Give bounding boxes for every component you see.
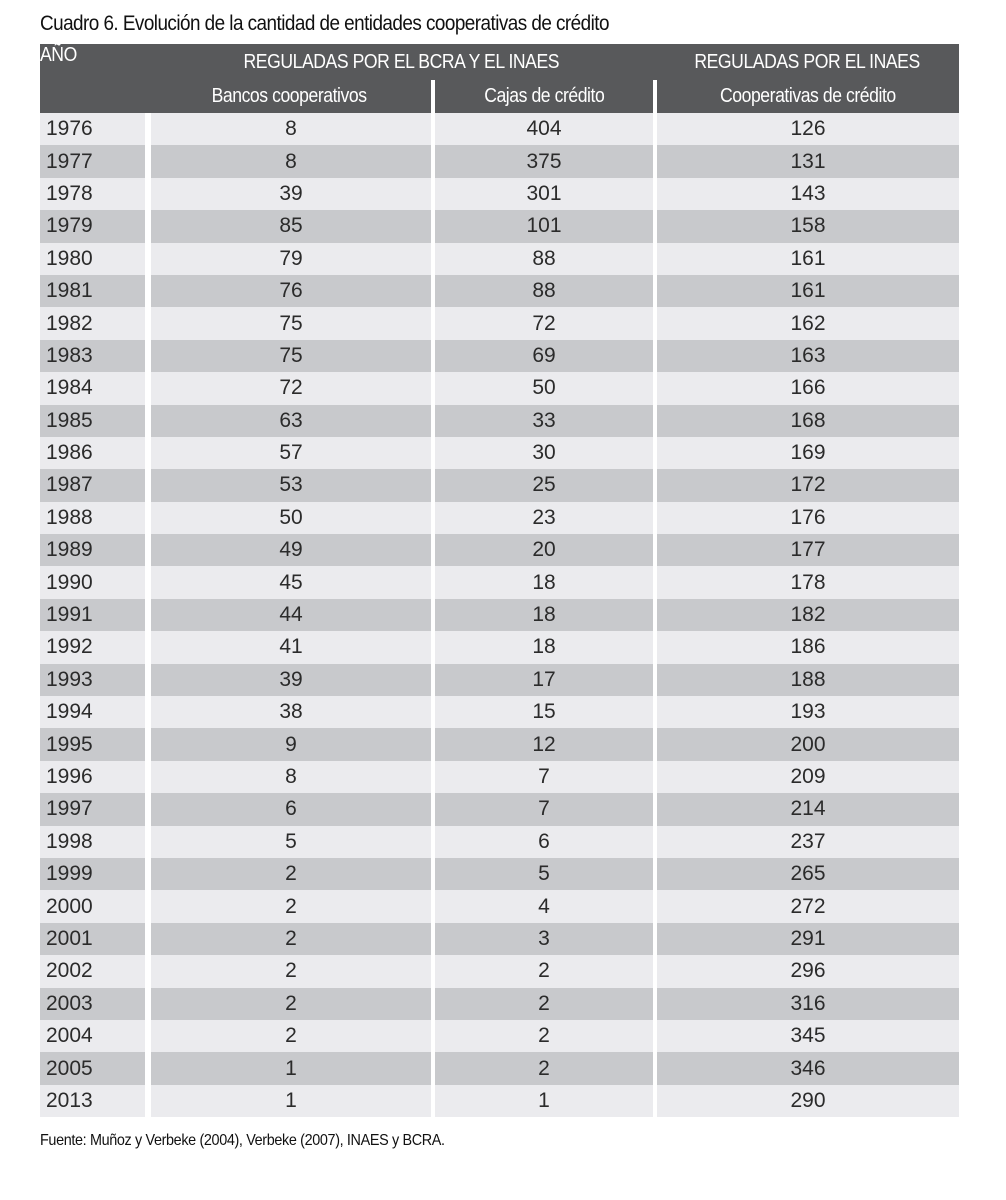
cell-cajas: 2 [433,988,655,1020]
cell-cajas: 375 [433,145,655,177]
cell-year: 1978 [40,178,148,210]
table-row [40,340,959,372]
cell-year: 1990 [40,566,148,598]
table-body [40,113,959,1117]
cell-cooperativas: 182 [655,599,959,631]
cell-cooperativas: 237 [655,826,959,858]
cell-cajas: 7 [433,793,655,825]
cell-bancos: 1 [148,1085,433,1117]
cell-year: 1989 [40,534,148,566]
table-row [40,631,959,663]
cell-year: 1977 [40,145,148,177]
cell-year: 1993 [40,664,148,696]
table-row [40,210,959,242]
table-row [40,728,959,760]
cell-cajas: 18 [433,599,655,631]
cell-bancos: 2 [148,858,433,890]
cell-bancos: 49 [148,534,433,566]
group-header-inaes [655,44,959,80]
cell-bancos: 6 [148,793,433,825]
cell-cooperativas: 214 [655,793,959,825]
cell-cooperativas: 172 [655,469,959,501]
cell-cooperativas: 131 [655,145,959,177]
cell-bancos: 2 [148,988,433,1020]
cell-bancos: 72 [148,372,433,404]
cell-cooperativas: 345 [655,1020,959,1052]
cooperative-entities-table [40,44,959,1117]
cell-cajas: 2 [433,1052,655,1084]
cell-bancos: 2 [148,890,433,922]
cell-year: 1983 [40,340,148,372]
column-header-cooperativas-label: Cooperativas de crédito [720,85,896,107]
cell-cajas: 30 [433,437,655,469]
cell-year: 1994 [40,696,148,728]
cell-cooperativas: 265 [655,858,959,890]
cell-cajas: 101 [433,210,655,242]
table-row [40,858,959,890]
cell-bancos: 41 [148,631,433,663]
table-title: Cuadro 6. Evolución de la cantidad de entidades cooperativas de crédito [40,12,609,35]
cell-cooperativas: 193 [655,696,959,728]
group-header-bcra-inaes [148,44,655,80]
table-row [40,502,959,534]
cell-cajas: 12 [433,728,655,760]
cell-bancos: 57 [148,437,433,469]
cell-cajas: 18 [433,566,655,598]
cell-cooperativas: 186 [655,631,959,663]
cell-cooperativas: 316 [655,988,959,1020]
cell-bancos: 39 [148,664,433,696]
cell-bancos: 53 [148,469,433,501]
table-row [40,955,959,987]
cell-year: 1976 [40,113,148,145]
cell-bancos: 2 [148,1020,433,1052]
table-row [40,178,959,210]
cell-cajas: 404 [433,113,655,145]
cell-cajas: 50 [433,372,655,404]
table-row [40,405,959,437]
cell-year: 2000 [40,890,148,922]
cell-year: 1985 [40,405,148,437]
cell-bancos: 45 [148,566,433,598]
cell-cajas: 1 [433,1085,655,1117]
cell-bancos: 2 [148,923,433,955]
cell-year: 1980 [40,243,148,275]
table-row [40,664,959,696]
cell-year: 1999 [40,858,148,890]
cell-bancos: 79 [148,243,433,275]
cell-cajas: 5 [433,858,655,890]
column-header-year [40,44,148,113]
header-row-columns [40,80,959,113]
table-row [40,1085,959,1117]
cell-cooperativas: 296 [655,955,959,987]
cell-bancos: 50 [148,502,433,534]
cell-year: 1982 [40,307,148,339]
column-header-cajas [433,80,655,113]
cell-cooperativas: 166 [655,372,959,404]
cell-cajas: 17 [433,664,655,696]
table-row [40,761,959,793]
cell-year: 2001 [40,923,148,955]
cell-cajas: 3 [433,923,655,955]
cell-bancos: 9 [148,728,433,760]
cell-year: 1986 [40,437,148,469]
cell-cooperativas: 169 [655,437,959,469]
table-row [40,1052,959,1084]
cell-bancos: 39 [148,178,433,210]
cell-cajas: 20 [433,534,655,566]
table-row [40,243,959,275]
table-row [40,988,959,1020]
cell-bancos: 85 [148,210,433,242]
cell-cooperativas: 163 [655,340,959,372]
cell-bancos: 8 [148,761,433,793]
cell-cajas: 72 [433,307,655,339]
cell-bancos: 76 [148,275,433,307]
cell-year: 1984 [40,372,148,404]
cell-year: 2005 [40,1052,148,1084]
table-row [40,534,959,566]
cell-cooperativas: 209 [655,761,959,793]
cell-bancos: 63 [148,405,433,437]
cell-year: 1992 [40,631,148,663]
cell-cooperativas: 161 [655,243,959,275]
cell-cooperativas: 290 [655,1085,959,1117]
cell-cajas: 23 [433,502,655,534]
column-header-bancos [148,80,433,113]
table-row [40,437,959,469]
cell-cajas: 33 [433,405,655,437]
cell-year: 1991 [40,599,148,631]
cell-cajas: 88 [433,243,655,275]
table-row [40,566,959,598]
cell-cooperativas: 272 [655,890,959,922]
group-header-bcra-inaes-label: REGULADAS POR EL BCRA Y EL INAES [243,50,560,73]
table-row [40,696,959,728]
cell-bancos: 8 [148,113,433,145]
cell-bancos: 75 [148,307,433,339]
cell-bancos: 38 [148,696,433,728]
cell-year: 1988 [40,502,148,534]
column-header-year-label: AÑO [40,44,77,66]
cell-cooperativas: 178 [655,566,959,598]
column-header-bancos-label: Bancos cooperativos [211,85,368,107]
table-row [40,599,959,631]
table-row [40,372,959,404]
cell-cajas: 4 [433,890,655,922]
cell-cajas: 6 [433,826,655,858]
cell-cooperativas: 177 [655,534,959,566]
cell-cooperativas: 176 [655,502,959,534]
group-header-inaes-label: REGULADAS POR EL INAES [694,50,920,73]
cell-cajas: 2 [433,1020,655,1052]
cell-cajas: 88 [433,275,655,307]
cell-cooperativas: 162 [655,307,959,339]
cell-bancos: 2 [148,955,433,987]
column-header-cooperativas [655,80,959,113]
cell-cooperativas: 161 [655,275,959,307]
cell-year: 2013 [40,1085,148,1117]
cell-bancos: 1 [148,1052,433,1084]
cell-cooperativas: 126 [655,113,959,145]
cell-bancos: 8 [148,145,433,177]
table-row [40,826,959,858]
cell-cooperativas: 168 [655,405,959,437]
cell-cajas: 25 [433,469,655,501]
table-row [40,145,959,177]
table-header [40,44,959,113]
table-row [40,793,959,825]
cell-year: 1979 [40,210,148,242]
header-row-groups [40,44,959,80]
cell-cooperativas: 200 [655,728,959,760]
table-row [40,113,959,145]
cell-bancos: 5 [148,826,433,858]
cell-year: 1997 [40,793,148,825]
cell-bancos: 75 [148,340,433,372]
table-row [40,890,959,922]
cell-cajas: 15 [433,696,655,728]
table-row [40,275,959,307]
cell-cooperativas: 188 [655,664,959,696]
cell-year: 1995 [40,728,148,760]
table-row [40,469,959,501]
source-note: Fuente: Muñoz y Verbeke (2004), Verbeke (2007), INAES y BCRA. [40,1132,445,1149]
cell-cooperativas: 143 [655,178,959,210]
cell-year: 1996 [40,761,148,793]
cell-year: 1987 [40,469,148,501]
cell-cooperativas: 346 [655,1052,959,1084]
cell-cajas: 7 [433,761,655,793]
cell-year: 2004 [40,1020,148,1052]
table-row [40,1020,959,1052]
cell-cooperativas: 291 [655,923,959,955]
table-row [40,307,959,339]
cell-cooperativas: 158 [655,210,959,242]
cell-year: 2002 [40,955,148,987]
column-header-cajas-label: Cajas de crédito [483,85,605,107]
cell-cajas: 301 [433,178,655,210]
cell-year: 2003 [40,988,148,1020]
cell-cajas: 2 [433,955,655,987]
cell-cajas: 18 [433,631,655,663]
cell-year: 1981 [40,275,148,307]
cell-cajas: 69 [433,340,655,372]
cell-year: 1998 [40,826,148,858]
table-row [40,923,959,955]
cell-bancos: 44 [148,599,433,631]
